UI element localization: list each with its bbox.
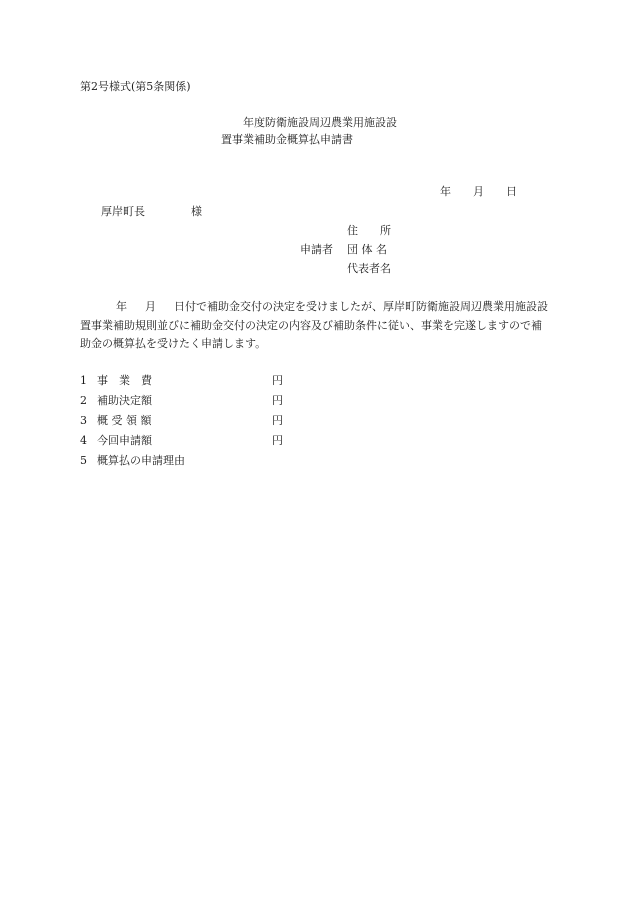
document-title-line1: 年度防衛施設周辺農業用施設設 [243,116,397,129]
body-paragraph [80,298,550,354]
form-number: 第2号様式(第5条関係) [80,80,191,93]
applicant-org-label: 団 体 名 [347,243,387,256]
item-number: 4 [80,434,87,447]
item-unit: 円 [272,394,283,407]
item-label: 補助決定額 [97,394,152,407]
body-text: 日付で補助金交付の決定を受けましたが、厚岸町防衛施設周辺農業用施設設置事業補助規則並びに補助金交付の決定の内容及び補助条件に従い、事業を完遂しますので補助金の概算払を受けたく申請します。 [80,300,548,350]
item-unit: 円 [272,434,283,447]
item-label: 今回申請額 [97,434,152,447]
addressee [101,206,202,217]
item-label: 事 業 費 [97,374,152,387]
applicant-rep-label: 代表者名 [347,262,391,275]
item-label: 概 受 領 額 [97,414,152,427]
addressee-honorific: 様 [191,205,202,218]
applicant-address-label: 住 所 [347,224,391,237]
date-month: 月 [473,185,484,198]
item-unit: 円 [272,374,283,387]
item-unit: 円 [272,414,283,427]
item-number: 5 [80,454,87,467]
item-number: 1 [80,374,87,387]
date-day: 日 [506,185,517,198]
document-title-line2: 置事業補助金概算払申請書 [221,133,353,146]
item-label: 概算払の申請理由 [97,454,185,467]
applicant-role-label: 申請者 [300,243,333,256]
body-year: 年 [116,300,127,313]
item-number: 3 [80,414,87,427]
date-line [440,186,517,197]
date-year: 年 [440,185,451,198]
item-number: 2 [80,394,87,407]
addressee-name: 厚岸町長 [101,205,145,218]
body-month: 月 [145,300,156,313]
